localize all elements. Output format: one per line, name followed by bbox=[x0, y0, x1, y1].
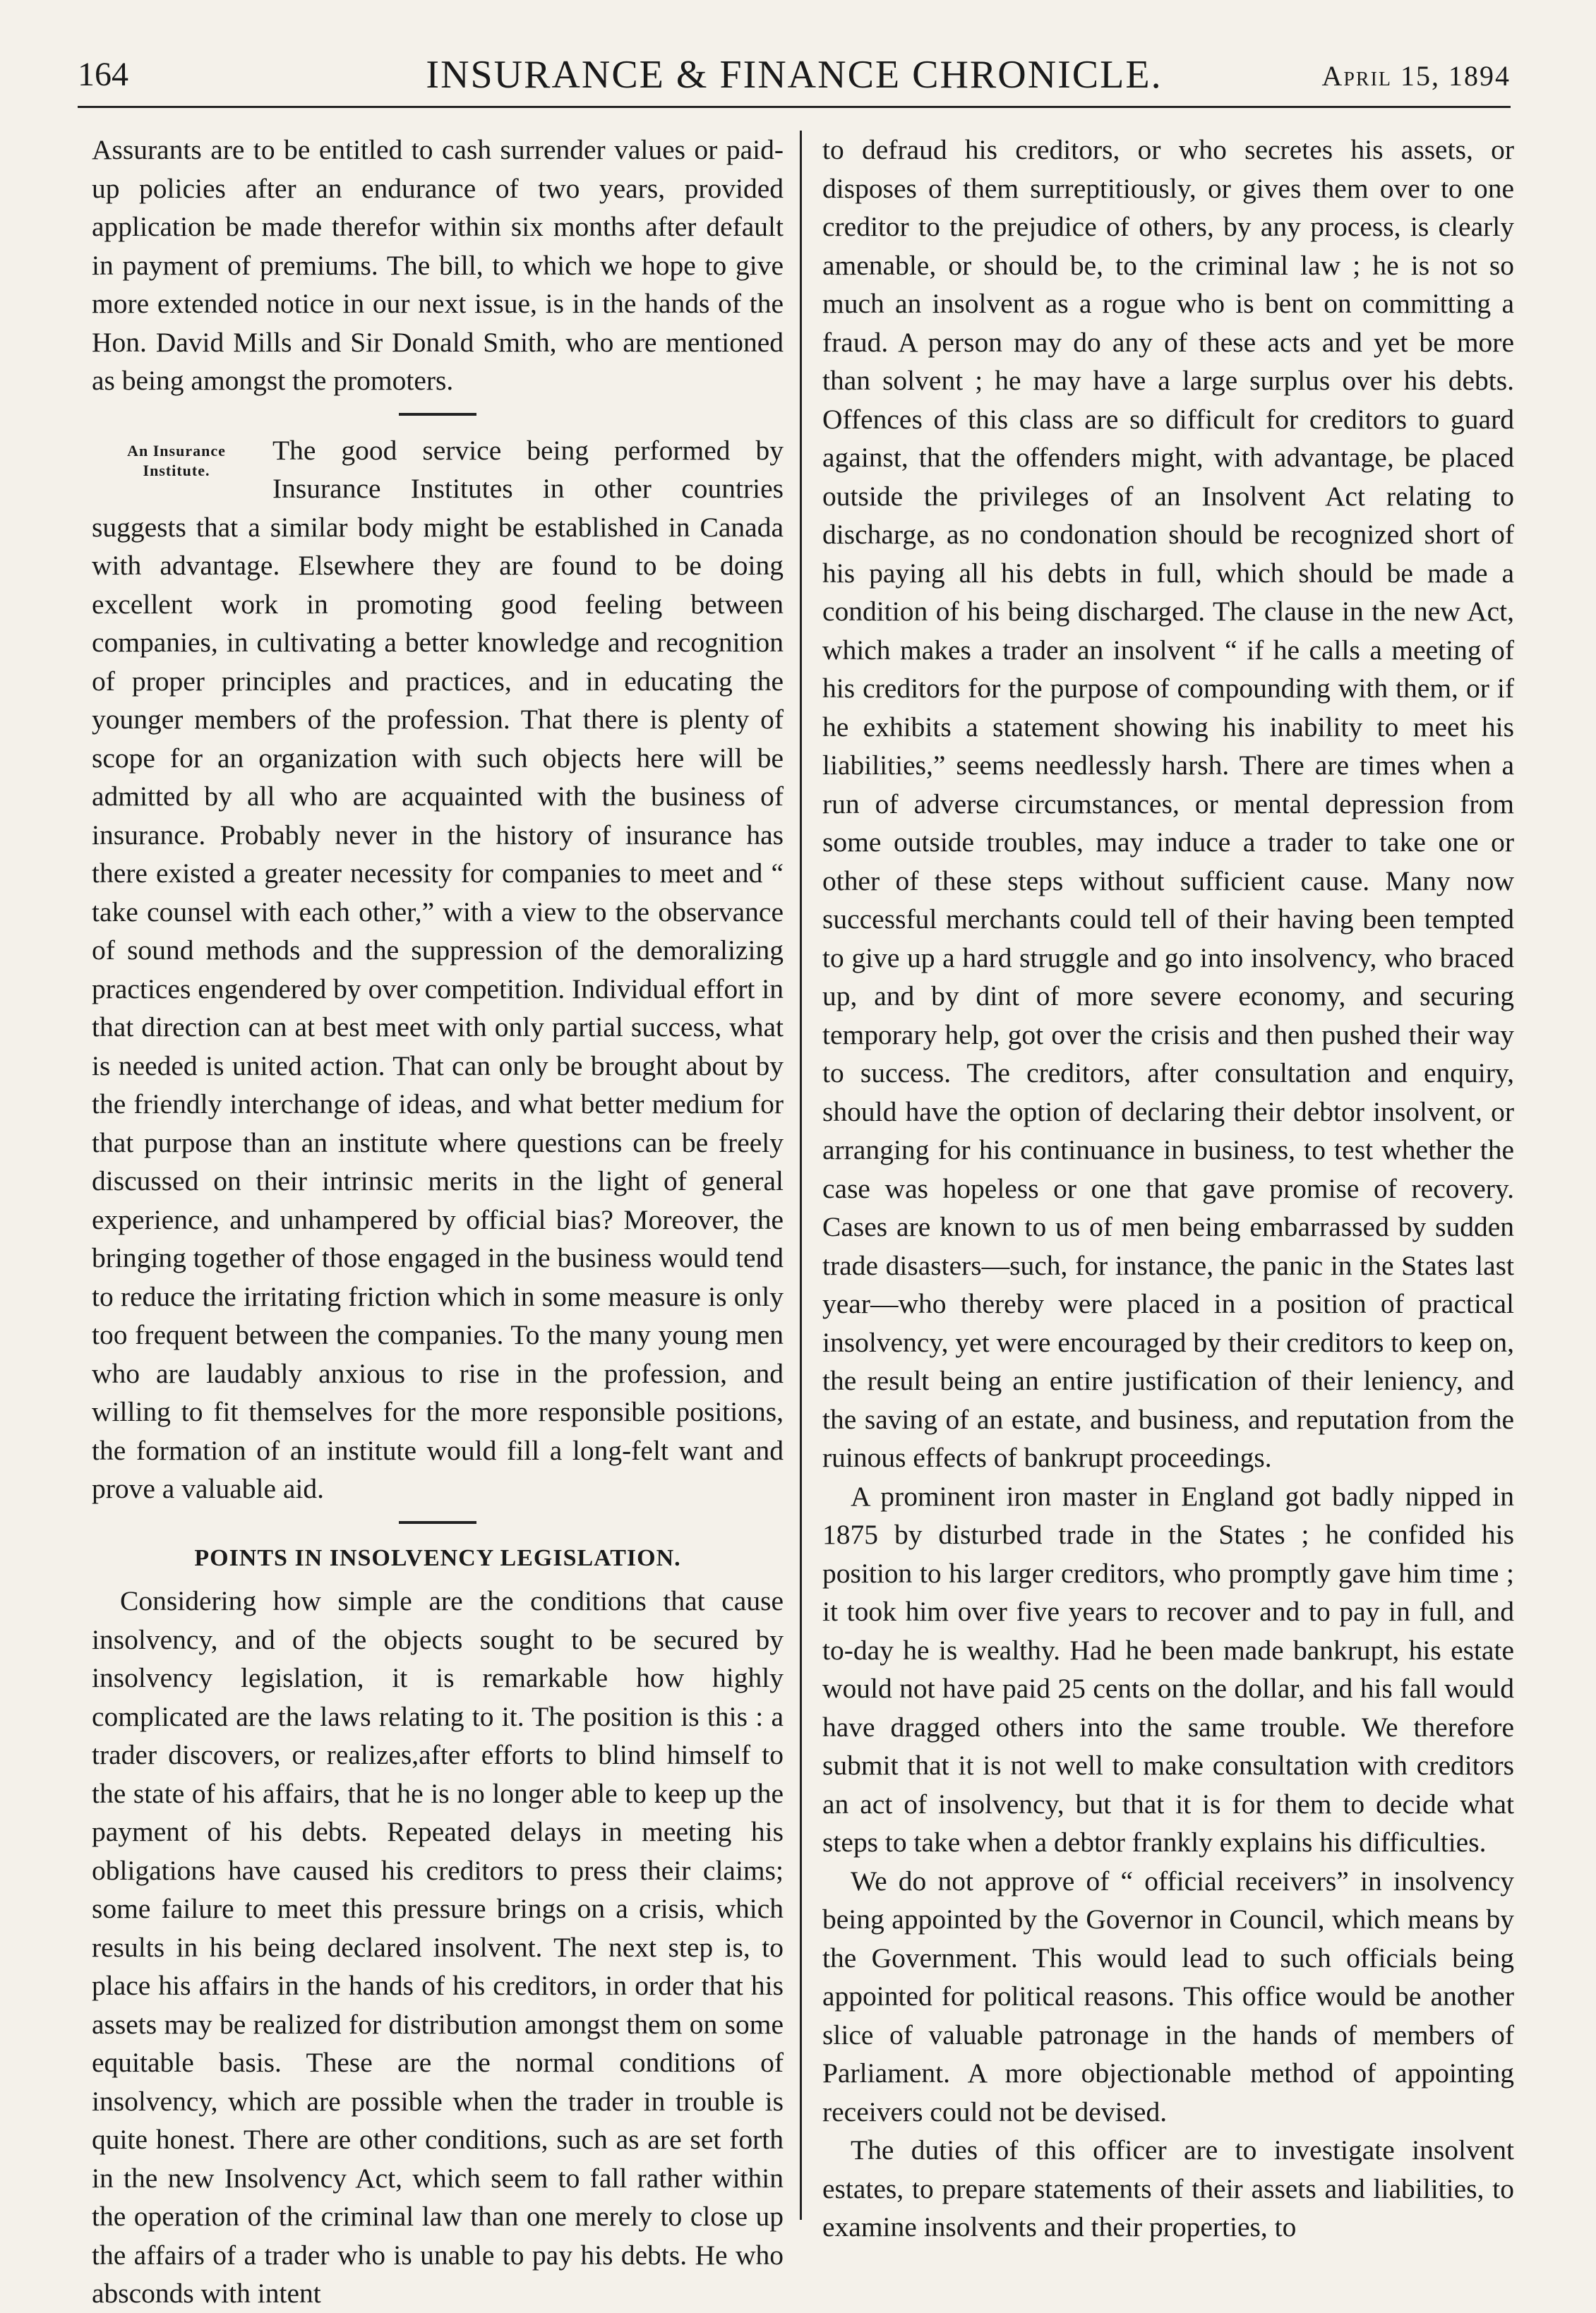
paragraph: A prominent iron master in England got badly nipped in 1875 by disturbed trade in the States ; he confided his position to his larger creditors, who promptly gave him time ; it took him over five years to recover and to pay in full, and to-day he is wealthy. Had he been made bankrupt, his estate would not have paid 25 cents on the dollar, and his fall would have dragged others into the same trouble. We therefore submit that it is not well to make consultation with creditors an act of insolvency, but that it is for them to decide what steps to take when a debtor frankly explains his difficulties. bbox=[822, 1480, 1514, 1858]
paragraph: Considering how simple are the conditions that cause insolvency, and of the objects sought to be secured by insolvency legislation, it is remarkable how highly complicated are the laws relating to it. The position is this : a trader discovers, or realizes,after efforts to blind himself to the state of his affairs, that he is no longer able to keep up the payment of his debts. Repeated delays in meeting his obligations have caused his creditors to press their claims; some failure to meet this pressure brings on a crisis, which results in his being declared insolvent. The next step is, to place his affairs in the hands of his creditors, in order that his assets may be realized for distribution amongst them on some equitable basis. These are the normal conditions of insolvency, which are possible when the trader in trouble is quite honest. There are other conditions, such as are set forth in the new Insolvency Act, which seem to fall rather within the operation of the criminal law than one merely to close up the affairs of a trader who is unable to pay his debts. He who absconds with intent bbox=[92, 1585, 784, 2309]
issue-date: April 15, 1894 bbox=[1321, 60, 1511, 92]
publication-title: INSURANCE & FINANCE CHRONICLE. bbox=[426, 53, 1163, 97]
paragraph: Assurants are to be entitled to cash surrender values or paid-up policies after an endurance of two years, provided application be made therefor within six months after default in payment of premiums. The bill, to which we hope to give more extended notice in our next issue, is in the hands of the Hon. David Mills and Sir Donald Smith, who are mentioned as being amongst the promoters. bbox=[92, 134, 784, 396]
section-heading: POINTS IN INSOLVENCY LEGISLATION. bbox=[194, 1544, 681, 1571]
section-divider bbox=[399, 1521, 476, 1524]
page-number: 164 bbox=[78, 56, 128, 93]
right-column bbox=[822, 131, 1514, 2242]
column-divider bbox=[800, 131, 802, 2220]
paragraph: The good service being performed by Insurance Institutes in other countries suggests that a similar body might be established in Canada with advantage. Elsewhere they are found to be doing excellent work in promoting good feeling between companies, in cultivating a better knowledge and recognition of proper principles and practices, and in educating the younger members of the profession. That there is plenty of scope for an organization with such objects here will be admitted by all who are acquainted with the business of insurance. Probably never in the history of insurance has there existed a greater necessity for companies to meet and “ take counsel with each other,” with a view to the observance of sound methods and the suppression of the demoralizing practices engendered by over competition. Individual effort in that direction can at best meet with only partial success, what is needed is united action. That can only be brought about by the friendly interchange of ideas, and what better medium for that purpose than an institute where questions can be freely discussed on their intrinsic merits in the light of general experience, and unhampered by official bias? Moreover, the bringing together of those engaged in the business would tend to reduce the irritating friction which in some measure is only too frequent between the companies. To the many young men who are laudably anxious to rise in the profession, and willing to fit themselves for the more responsible positions, the formation of an institute would fill a long-felt want and prove a valuable aid. bbox=[92, 434, 784, 1504]
section-divider bbox=[399, 413, 476, 416]
sidenote-heading: An Insurance Institute. bbox=[127, 441, 226, 479]
paragraph: to defraud his creditors, or who secretes his assets, or disposes of them surreptitiously, or gives them over to one creditor to the prejudice of others, by any process, is clearly amenable, or should be, to the criminal law ; he is not so much an insolvent as a rogue who is bent on committing a fraud. A person may do any of these acts and yet be more than solvent ; he may have a large surplus over his debts. Offences of this class are so difficult for creditors to guard against, that the offenders might, with advantage, be placed outside the privileges of an Insolvent Act relating to discharge, as no condonation should be recognized short of his paying all his debts in full, which should be made a condition of his being discharged. The clause in the new Act, which makes a trader an insolvent “ if he calls a meeting of his creditors for the purpose of compounding with them, or if he exhibits a statement showing his inability to meet his liabilities,” seems needlessly harsh. There are times when a run of adverse circumstances, or mental depression from some outside troubles, may induce a trader to take one or other of these steps without sufficient cause. Many now successful merchants could tell of their having been tempted to give up a hard struggle and go into insolvency, who braced up, and by dint of more severe economy, and securing temporary help, got over the crisis and then pushed their way to success. The creditors, after consultation and enquiry, should have the option of declaring their debtor insolvent, or arranging for his continuance in business, to test whether the case was hopeless or one that gave promise of recovery. Cases are known to us of men being embarrassed by sudden trade disasters—such, for instance, the panic in the States last year—who thereby were placed in a position of practical insolvency, yet were encouraged by their creditors to keep on, the result being an entire justification of their leniency, and the saving of an estate, and business, and reputation from the ruinous effects of bankrupt proceedings. bbox=[822, 134, 1514, 1473]
paragraph: The duties of this officer are to investigate insolvent estates, to prepare statements of their assets and liabilities, to examine insolvents and their properties, to bbox=[822, 2134, 1514, 2242]
paragraph: We do not approve of “ official receivers” in insolvency being appointed by the Governor in Council, which means by the Government. This would lead to such officials being appointed for political reasons. This office would be another slice of valuable patronage in the hands of members of Parliament. A more objectionable method of appointing receivers could not be devised. bbox=[822, 1865, 1514, 2127]
page-header bbox=[78, 49, 1511, 108]
left-column bbox=[92, 131, 784, 2309]
